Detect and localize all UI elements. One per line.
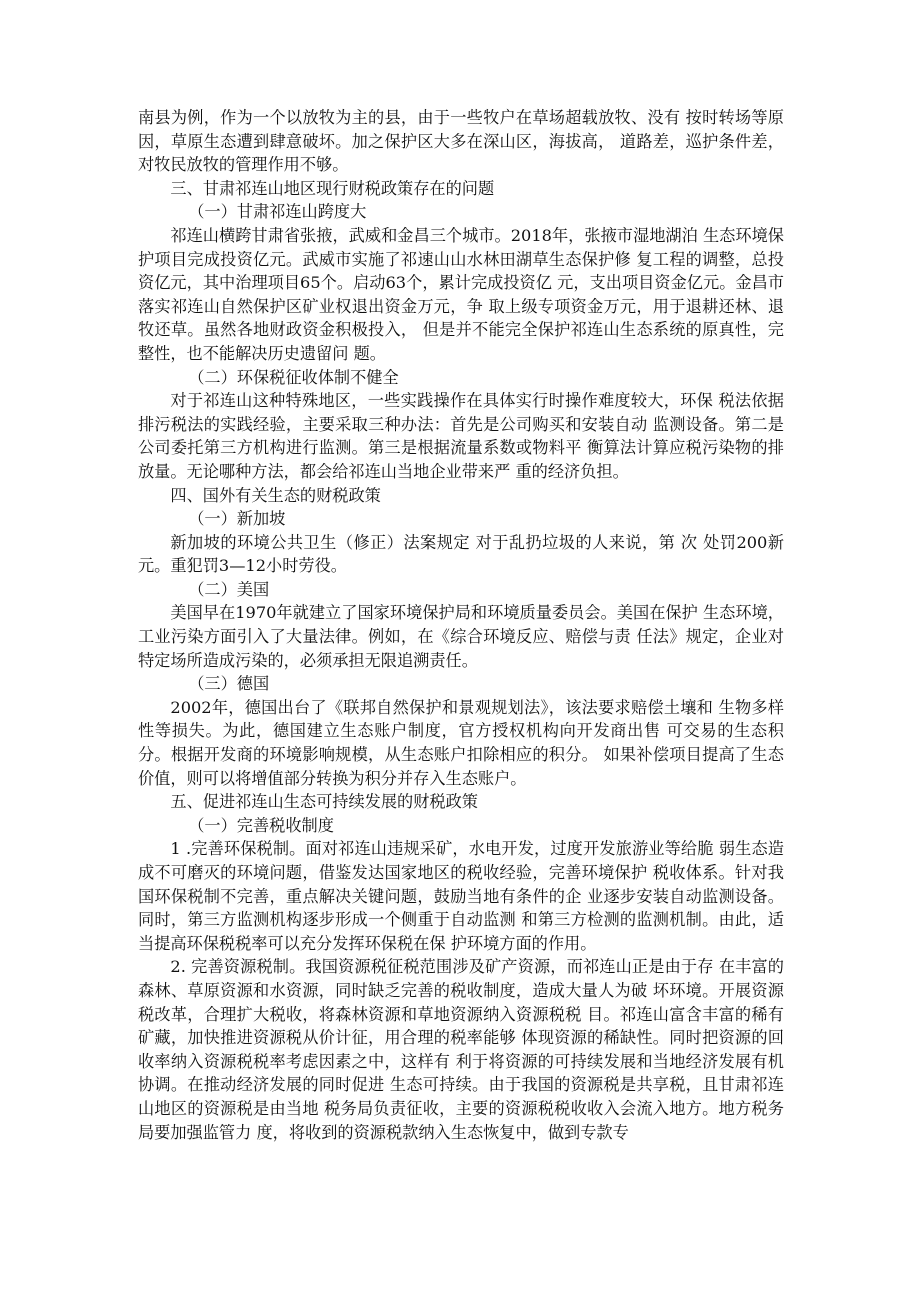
subsection-heading: （二）环保税征收体制不健全	[188, 367, 399, 387]
body-paragraph: 南县为例，作为一个以放牧为主的县，由于一些牧户在草场超载放牧、没有 按时转场等原因，草原生态遭到肆意破坏。加之保护区大多在深山区，海拔高， 道路差，巡护条件差，对牧民放牧的管理作用不够。	[138, 108, 784, 175]
section-heading: 五、促进祁连山生态可持续发展的财税政策	[170, 792, 478, 812]
section-heading: 四、国外有关生态的财税政策	[170, 485, 381, 505]
body-paragraph: 对于祁连山这种特殊地区，一些实践操作在具体实行时操作难度较大，环保 税法依据排污税法的实践经验，主要采取三种办法：首先是公司购买和安装自动 监测设备。第二是公司委托第三方机构进行监测。第三是根据流量系数或物料平 衡算法计算应税污染物的排放量。无论哪种方法，都会给祁连山当地企业带来严 重的经济负担。	[138, 391, 784, 481]
section-heading: 三、甘肃祁连山地区现行财税政策存在的问题	[170, 178, 495, 198]
document-page	[138, 106, 784, 1144]
subsection-heading: （一）甘肃祁连山跨度大	[188, 202, 367, 222]
subsection-heading: （三）德国	[188, 674, 270, 694]
body-paragraph: 1 .完善环保税制。面对祁连山违规采矿，水电开发，过度开发旅游业等给脆 弱生态造成不可磨灭的环境问题，借鉴发达国家地区的税收经验，完善环境保护 税收体系。针对我国环保税制不完善，重点解决关键问题，鼓励当地有条件的企 业逐步安装自动监测设备。同时，第三方监测机构逐步形成一个侧重于自动监测 和第三方检测的监测机制。由此，适当提高环保税税率可以充分发挥环保税在保 护环境方面的作用。	[138, 839, 784, 953]
subsection-heading: （一）新加坡	[188, 509, 286, 529]
subsection-heading: （一）完善税收制度	[188, 815, 334, 835]
body-paragraph: 新加坡的环境公共卫生（修正）法案规定 对于乱扔垃圾的人来说，第 次 处罚200新元。重犯罚3—12小时劳役。	[138, 532, 784, 576]
subsection-heading: （二）美国	[188, 579, 270, 599]
body-paragraph: 祁连山横跨甘肃省张掖，武威和金昌三个城市。2018年，张掖市湿地湖泊 生态环境保护项目完成投资亿元。武威市实施了祁速山山水林田湖草生态保护修 复工程的调整，总投资亿元，其中治理项目65个。启动63个，累计完成投资亿 元，支出项目资金亿元。金昌市落实祁连山自然保护区矿业权退出资金万元，争 取上级专项资金万元，用于退耕还林、退牧还草。虽然各地财政资金积极投入， 但是并不能完全保护祁连山生态系统的原真性，完整性，也不能解决历史遗留问 题。	[138, 225, 784, 363]
body-paragraph: 2. 完善资源税制。我国资源税征税范围涉及矿产资源，而祁连山正是由于存 在丰富的森林、草原资源和水资源，同时缺乏完善的税收制度，造成大量人为破 坏环境。开展资源税改革，合理扩大税收，将森林资源和草地资源纳入资源税税 目。祁连山富含丰富的稀有矿藏，加快推进资源税从价计征，用合理的税率能够 体现资源的稀缺性。同时把资源的回收率纳入资源税税率考虑因素之中，这样有 利于将资源的可持续发展和当地经济发展有机协调。在推动经济发展的同时促进 生态可持续。由于我国的资源税是共享税，且甘肃祁连山地区的资源税是由当地 税务局负责征收，主要的资源税税收收入会流入地方。地方税务局要加强监管力 度，将收到的资源税款纳入生态恢复中，做到专款专	[138, 957, 784, 1142]
body-paragraph: 美国早在1970年就建立了国家环境保护局和环境质量委员会。美国在保护 生态环境，工业污染方面引入了大量法律。例如，在《综合环境反应、赔偿与责 任法》规定，企业对特定场所造成污染的，必须承担无限追溯责任。	[138, 603, 784, 670]
body-paragraph: 2002年，德国出台了《联邦自然保护和景观规划法》，该法要求赔偿土壤和 生物多样性等损失。为此，德国建立生态账户制度，官方授权机构向开发商出售 可交易的生态积分。根据开发商的环境影响规模，从生态账户扣除相应的积分。 如果补偿项目提高了生态价值，则可以将增值部分转换为积分并存入生态账户。	[138, 697, 784, 788]
